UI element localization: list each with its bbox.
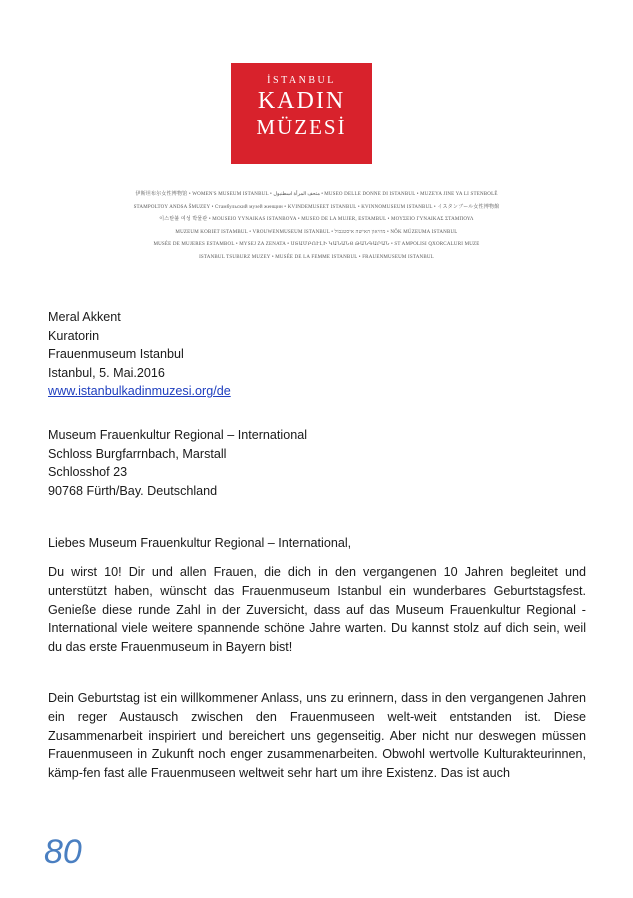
museum-names-line: STAMPOLTOY ANDSA ŠMUZEY • Стамбульский музей женщин • KVINDEMUSEET ISTANBUL • KVINNOMUSEUM ISTANBUL • イスタンブール女性博物館 <box>133 204 500 210</box>
museum-names-line: MUSÉE DE MUJERES ESTAMBOL • MYSEJ ZA ZENATA • ՍՏԱՄԲՈՒԼԻ ԿԱՆԱՆՑ ԹԱՆԳԱՐԱՆ • ST AMPOLISI QXORCALURI MUZE <box>153 242 480 248</box>
museum-names-line: MUZEUM KOBIET ISTAMBUL • VROUWENMUSEUM ISTANBUL • מוזיאון האישה איסטנבול • NŐK MÚZEUMA ISTANBUL <box>175 229 458 235</box>
recipient-address <box>48 426 307 500</box>
website-link[interactable]: www.istanbulkadinmuzesi.org/de <box>48 384 231 399</box>
sender-name: Meral Akkent <box>48 310 121 324</box>
letter-paragraph-2: Dein Geburtstag ist ein willkommener Anlass, uns zu erinnern, dass in den vergangenen Jahren ein reger Austausch zwischen den Frauenmuseen welt-weit entstanden ist. Diese Zusammenarbeit inspiriert und bereichert uns gegenseitig. Aber nicht nur deswegen müssen Frauenmuseen in Zukunft noch enger zusammenarbeiten. Obwohl wertvolle Kulturakteurinnen, kämp-fen fast alle Frauenmuseen weltweit sehr hart um ihre Existenz. Das ist auch <box>48 691 586 781</box>
museum-names-multilingual <box>60 189 573 265</box>
logo-line-kadin: KADIN <box>257 88 346 114</box>
logo-line-istanbul: İSTANBUL <box>267 75 336 86</box>
recipient-line: Schloss Burgfarrnbach, Marstall <box>48 446 227 461</box>
museum-logo <box>231 63 372 164</box>
museum-names-line: 伊斯坦布尔女性博物馆 • WOMEN'S MUSEUM ISTANBUL • متحف المرأة اسطنبول • MUSEO DELLE DONNE DI ISTANBUL • MUZEYA JINE YA LI STENBOLÊ <box>135 192 498 197</box>
sender-place-date: Istanbul, 5. Mai.2016 <box>48 365 165 380</box>
letter-salutation: Liebes Museum Frauenkultur Regional – International, <box>48 536 352 550</box>
sender-org: Frauenmuseum Istanbul <box>48 347 184 362</box>
sender-role: Kuratorin <box>48 328 100 343</box>
sender-address <box>48 308 231 401</box>
recipient-line: Schlosshof 23 <box>48 465 128 480</box>
page-number: 80 <box>44 833 82 871</box>
museum-names-line: ISTANBUL TSUBURZ MUZEY • MUSÉE DE LA FEMME ISTANBUL • FRAUENMUSEUM ISTANBUL <box>199 254 434 260</box>
recipient-line: 90768 Fürth/Bay. Deutschland <box>48 483 218 498</box>
recipient-line: Museum Frauenkultur Regional – International <box>48 428 308 442</box>
letter-paragraph-1: Du wirst 10! Dir und allen Frauen, die dich in den vergangenen 10 Jahren begleitet und unterstützt haben, wünscht das Frauenmuseum Istanbul ein wunderbares Geburtstagsfest. Genieße diese runde Zahl in der Zuversicht, dass auf das Museum Frauenkultur Regional - International viele weitere spannende schöne Jahre warten. Du kannst stolz auf dich sein, weil du das erste Frauenmuseum in Bayern bist! <box>48 565 586 655</box>
logo-line-muzesi: MÜZESİ <box>256 115 347 139</box>
museum-names-line: 이스탄불 여성 박물관 • MOUSEIO YYNAIKAS ISTANBOYA • MUSEO DE LA MUJER, ESTAMBUL • ΜΟΥΣΕΙΟ ΓΥΝΑΙΚΑΣ ΣΤΑΜΠΟΥΛ <box>159 217 474 223</box>
